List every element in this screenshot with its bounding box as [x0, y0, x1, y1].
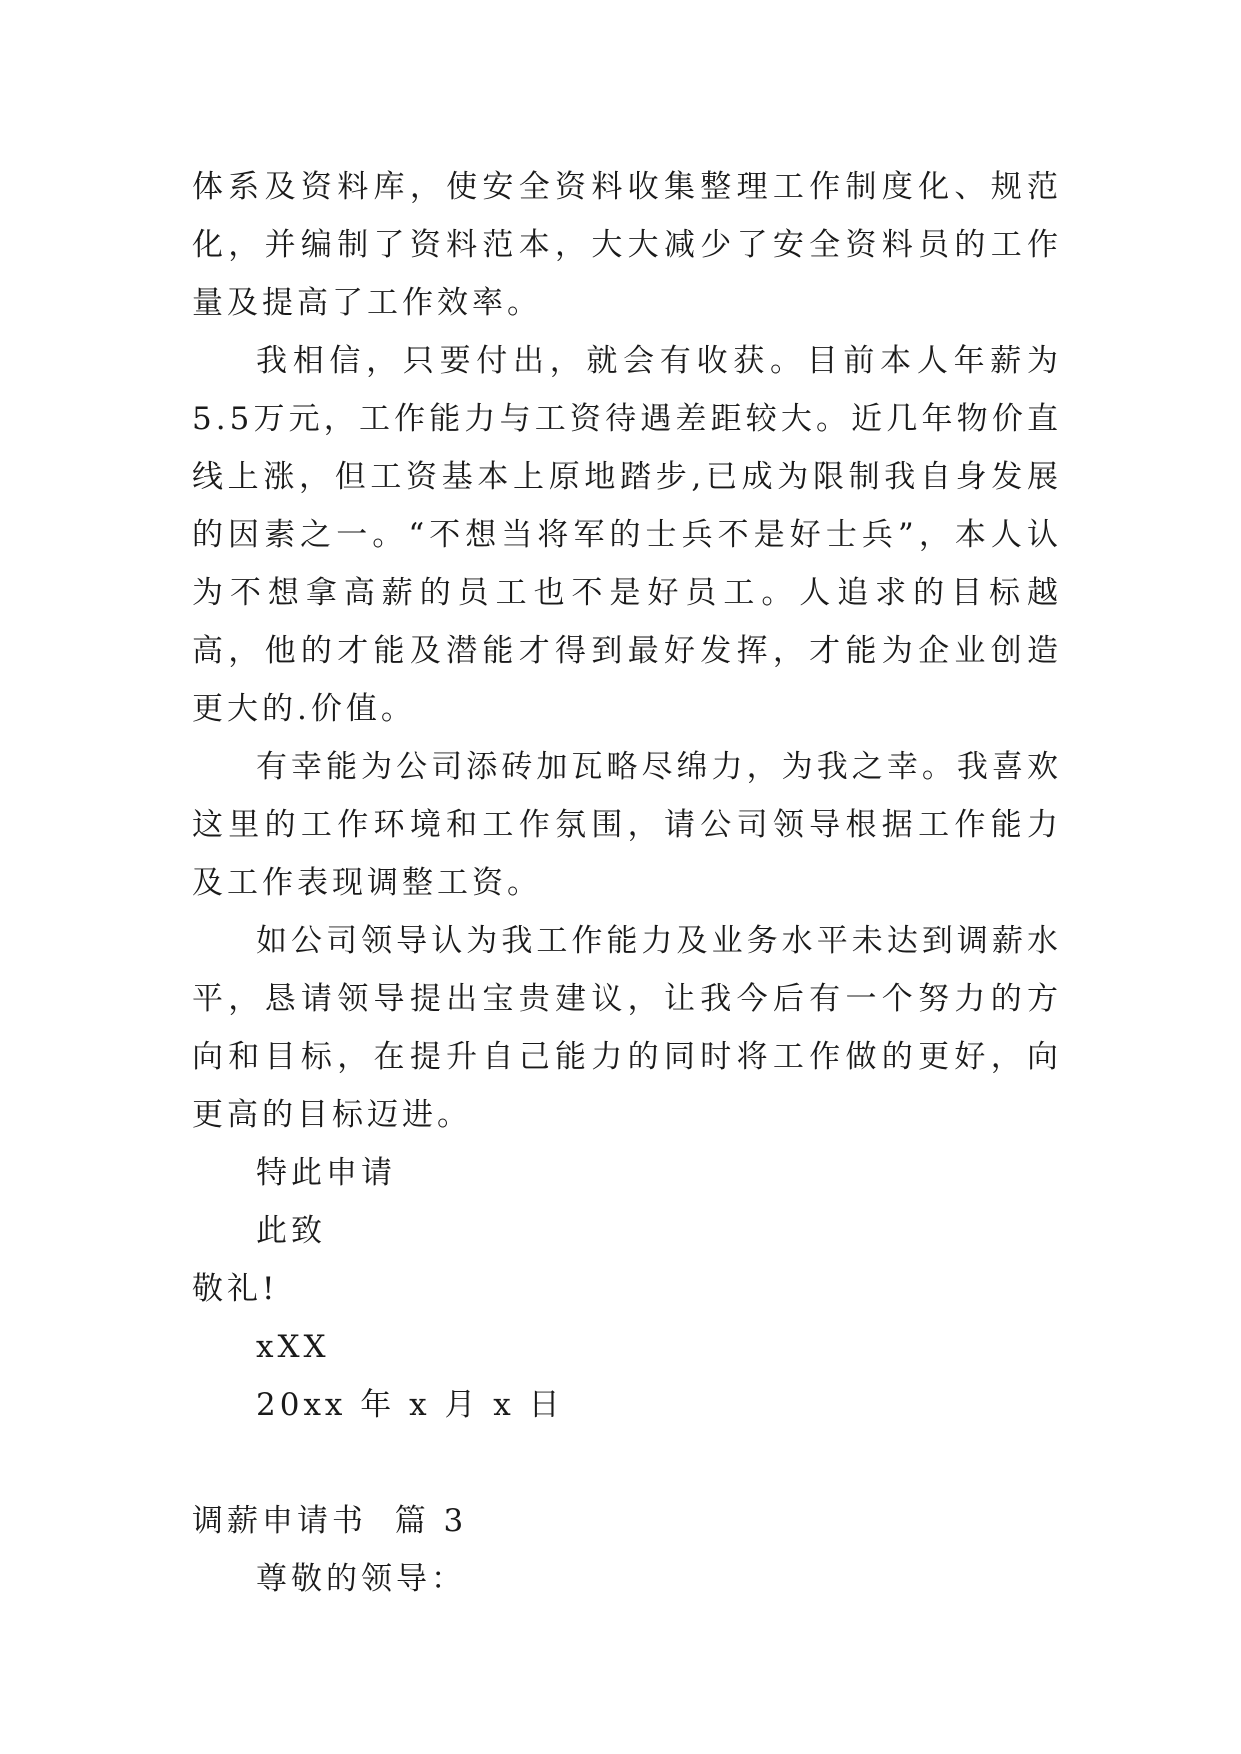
salutation-line-1: 此致: [256, 1213, 326, 1249]
section-title: 调薪申请书 篇 3: [192, 1503, 468, 1539]
signature: xXX: [256, 1329, 330, 1365]
date-line: 20xx 年 x 月 x 日: [256, 1387, 564, 1423]
salutation-line-2: 敬礼!: [192, 1271, 279, 1307]
section-spacer: [192, 1434, 1062, 1492]
paragraph-request: 有幸能为公司添砖加瓦略尽绵力，为我之幸。我喜欢这里的工作环境和工作氛围，请公司领导根据工作能力及工作表现调整工资。: [192, 749, 1062, 901]
paragraph-suggestion: 如公司领导认为我工作能力及业务水平未达到调薪水平，恳请领导提出宝贵建议，让我今后有一个努力的方向和目标，在提升自己能力的同时将工作做的更好，向更高的目标迈进。: [192, 923, 1062, 1133]
document-body: [192, 158, 1062, 1608]
paragraph-continued: 体系及资料库，使安全资料收集整理工作制度化、规范化，并编制了资料范本，大大减少了安全资料员的工作量及提高了工作效率。: [192, 169, 1062, 321]
closing-text: 特此申请: [256, 1155, 396, 1191]
paragraph-salary-reason: 我相信，只要付出，就会有收获。目前本人年薪为5.5万元，工作能力与工资待遇差距较大。近几年物价直线上涨，但工资基本上原地踏步,已成为限制我自身发展的因素之一。“不想当将军的士兵不是好士兵”，本人认为不想拿高薪的员工也不是好员工。人追求的目标越高，他的才能及潜能才得到最好发挥，才能为企业创造更大的.价值。: [192, 343, 1062, 727]
greeting-line: 尊敬的领导：: [256, 1561, 466, 1597]
